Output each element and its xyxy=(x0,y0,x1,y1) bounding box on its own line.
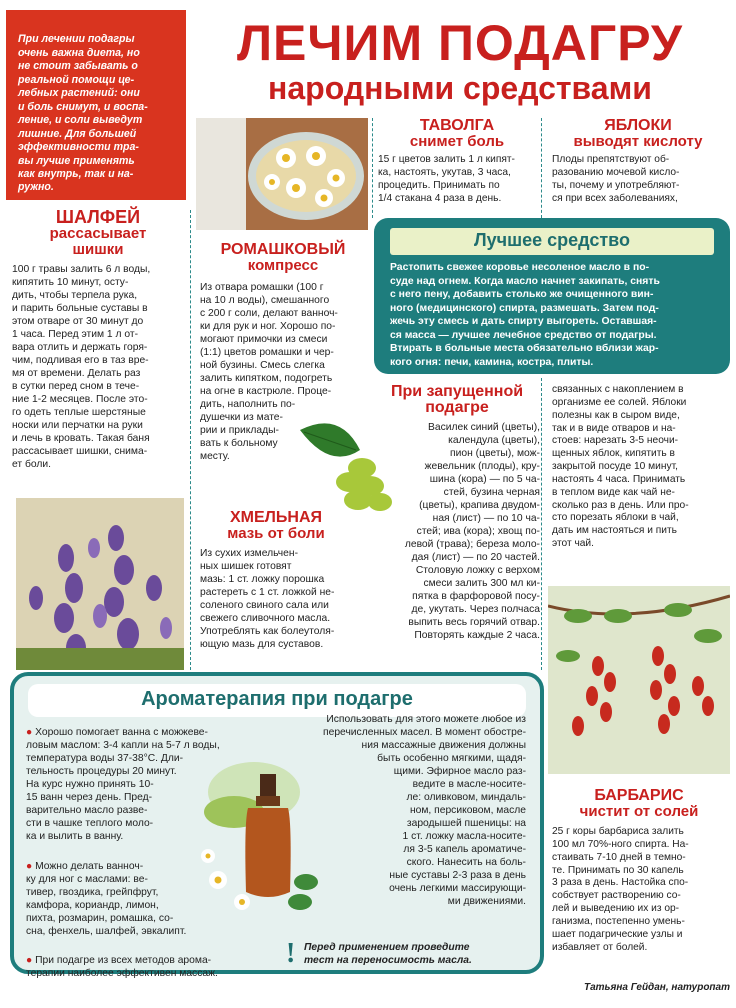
sage-photo xyxy=(16,498,184,670)
advanced-text: Василек синий (цветы), календула (цветы), пион (цветы), мож- жевельник (плоды), кру- шина (кора) — по 5 ча- стей, бузина черная (цветы), крапива двудом- ная (лист) — по 10 ча- стей; ива (кора); хвощ по- левой (трава); береза моло- дая (лист) — по 20 частей. Столовую ложку с верхом смеси залить 300 мл ки- пятка в фарфоровой посу- де, укутать. Через полчаса выпить весь горячий отвар. Повторять каждые 2 часа. xyxy=(404,422,540,641)
chamomile-title-sub: компресс xyxy=(247,257,319,275)
meadowsweet-title-sub: снимет боль xyxy=(409,133,505,151)
apples-title-sub: выводят кислоту xyxy=(573,133,703,151)
column-divider xyxy=(541,378,542,670)
page-title: ЛЕЧИМ ПОДАГРУ xyxy=(236,15,684,71)
page-subtitle: народными средствами xyxy=(268,70,652,106)
chamomile-title xyxy=(196,242,370,274)
chamomile-text: Из отвара ромашки (100 г на 10 л воды), смешанного с 200 г соли, делают ванноч- ки для рук и ног. Хорошо по- могают примочки из смеси (1:1) цветов ромашки и чер- ной бузины. Смесь слегка залить кипятком, подогреть на огне в кастрюле. Проце- дить, наполнить по- душечки из мате- рии и приклады- вать к больному месту. xyxy=(200,282,338,462)
aroma-paragraph-4: Использовать для этого можете любое из перечисленных масел. В момент обостре- ния массажные движения должны быть особенно мягкими, щадя- щими. Эфирное масло раз- ведите в масле-носите- ле: оливковом, миндаль- ном, персиковом, масле зародышей пшеницы: на 1 ст. ложку масла-носите- ля 3-5 капель ароматиче- ского. Нанесить на боль- ные суставы 2-3 раза в день очень легкими массирующи- ми движениями. xyxy=(323,714,526,907)
barberry-title xyxy=(548,788,730,820)
chamomile-bowl-image xyxy=(196,118,368,230)
meadowsweet-text: 15 г цветов залить 1 л кипят- ка, настоять, укутав, 3 часа, процедить. Принимать по 1/4 стакана 4 раза в день. xyxy=(378,154,515,204)
warning-mark: ! xyxy=(286,938,296,969)
advanced-title-sub: подагре xyxy=(425,399,489,417)
apples-text-bottom: связанных с накоплением в организме ее солей. Яблоки полезны как в сыром виде, так и в виде отваров и на- стоев: нарезать 3-5 неочи- щенных яблок, кипятить в закрытой посуде 10 минут, настоять 4 часа. Принимать в теплом виде как чай не- сколько раз в день. Или про- сто порезать яблоки в чай, дать им настояться и пить этот чай. xyxy=(552,384,689,550)
aroma-paragraph-3 xyxy=(26,942,288,981)
barberry-photo xyxy=(548,586,730,774)
barberry-title-main: БАРБАРИС xyxy=(594,787,684,804)
aroma-paragraph-2 xyxy=(26,848,216,939)
hop-title xyxy=(196,510,356,542)
meadowsweet-title xyxy=(374,118,540,150)
aroma-text-3: При подагре из всех методов арома- терапии наиболее эффективен массаж. xyxy=(26,954,218,979)
hop-text: Из сухих измельчен- ных шишек готовят мазь: 1 ст. ложку порошка растереть с 1 ст. ложкой не- соленого свиного сала или свежего сливочного масла. Употреблять как болеутоля- ющую мазь для суставов. xyxy=(200,548,335,650)
meadowsweet-title-main: ТАВОЛГА xyxy=(419,117,495,134)
column-divider xyxy=(190,210,191,670)
chamomile-title-main: РОМАШКОВЫЙ xyxy=(220,241,346,258)
essential-oil-bottle-icon xyxy=(194,752,324,918)
intro-box xyxy=(6,10,186,200)
advanced-title-main: При запущенной xyxy=(390,383,524,400)
hop-title-main: ХМЕЛЬНАЯ xyxy=(229,509,322,526)
aroma-text-1: Хорошо помогает ванна с можжеве- ловым маслом: 3-4 капли на 5-7 л воды, температура воды 37-38°С. Дли- тельность процедуры 20 минут. На курс нужно принять 10- 15 ванн через день. Пред- варительно масло разве- сти в чашке теплого моло- ка и вылить в ванну. xyxy=(26,726,220,842)
sage-title-sub2: шишки xyxy=(72,240,124,258)
warning-text: Перед применением проведите тест на переносимость масла. xyxy=(304,942,472,966)
best-remedy-box xyxy=(374,218,730,374)
apples-text-top: Плоды препятствуют об- разованию мочевой кисло- ты, почему и употребляют- ся при всех заболеваниях, xyxy=(552,154,680,204)
sage-flower-image xyxy=(16,498,184,670)
hop-title-sub: мазь от боли xyxy=(227,525,325,543)
advanced-title xyxy=(374,384,540,417)
barberry-title-sub: чистит от солей xyxy=(579,803,699,821)
sage-title-main: ШАЛФЕЙ xyxy=(55,207,141,227)
column-divider xyxy=(541,118,542,218)
sage-title-sub: рассасывает xyxy=(49,225,147,243)
chamomile-photo xyxy=(196,118,368,230)
best-remedy-text: Растопить свежее коровье несоленое масло в по- суде над огнем. Когда масло начнет закипать, снять с него пену, добавить столько же очищенного вин- ного (медицинского) спирта, размешать. Затем под- жечь эту смесь и дать спирту выгореть. Оставшая- ся масса — лучшее лечебное средство от подагры. Втирать в больные места обязательно вблизи жар- кого огня: печи, камина, костра, плиты. xyxy=(390,262,660,368)
apples-title-main: ЯБЛОКИ xyxy=(604,117,672,134)
column-divider xyxy=(372,118,373,218)
author-signature: Татьяна Гейдан, натуропат xyxy=(583,982,730,993)
aromatherapy-title: Ароматерапия при подагре xyxy=(28,684,526,717)
sage-title xyxy=(8,208,188,257)
bullet-icon: ● xyxy=(26,860,36,872)
apples-title xyxy=(546,118,730,150)
sage-text: 100 г травы залить 6 л воды, кипятить 10 минут, осту- дить, чтобы терпела рука, и парить больные суставы в этом отваре от 30 минут до 1 часа. Перед этим 1 л от- вара отлить и держать горя- чим, подливая его в таз вре- мя от времени. Делать раз в сутки перед сном в тече- ние 1-2 месяцев. После это- го одеть теплые шерстяные носки или перчатки на руки и лечь в кровать. Такая баня рассасывает шишки, снима- ет боли. xyxy=(12,264,151,470)
bullet-icon: ● xyxy=(26,726,36,738)
intro-text: При лечении подагры очень важна диета, но не стоит забывать о реальной помощи це- лебных растений: они и боль снимут, и воспа- ление, и соли выведут лишние. Для большей эффективности тра- вы лучше применять как внутрь, так и на- ружно. xyxy=(18,33,148,194)
best-remedy-title: Лучшее средство xyxy=(390,228,714,255)
oil-bottle-image xyxy=(194,752,324,918)
barberry-text: 25 г коры барбариса залить 100 мл 70%-ного спирта. На- стаивать 7-10 дней в темно- те. Принимать по 30 капель 3 раза в день. Настойка спо- собствует растворению со- лей и выведению их из ор- ганизма, постепенно умень- шает подагрические узлы и избавляет от болей. xyxy=(552,826,689,953)
barberry-branch-image xyxy=(548,586,730,774)
bullet-icon: ● xyxy=(26,954,36,966)
aroma-text-2: Можно делать ванноч- ку для ног с маслами: ве- тивер, гвоздика, грейпфрут, камфора, кориандр, лимон, пихта, розмарин, ромашка, со- сна, фенхель, шалфей, эвкалипт. xyxy=(26,860,187,937)
